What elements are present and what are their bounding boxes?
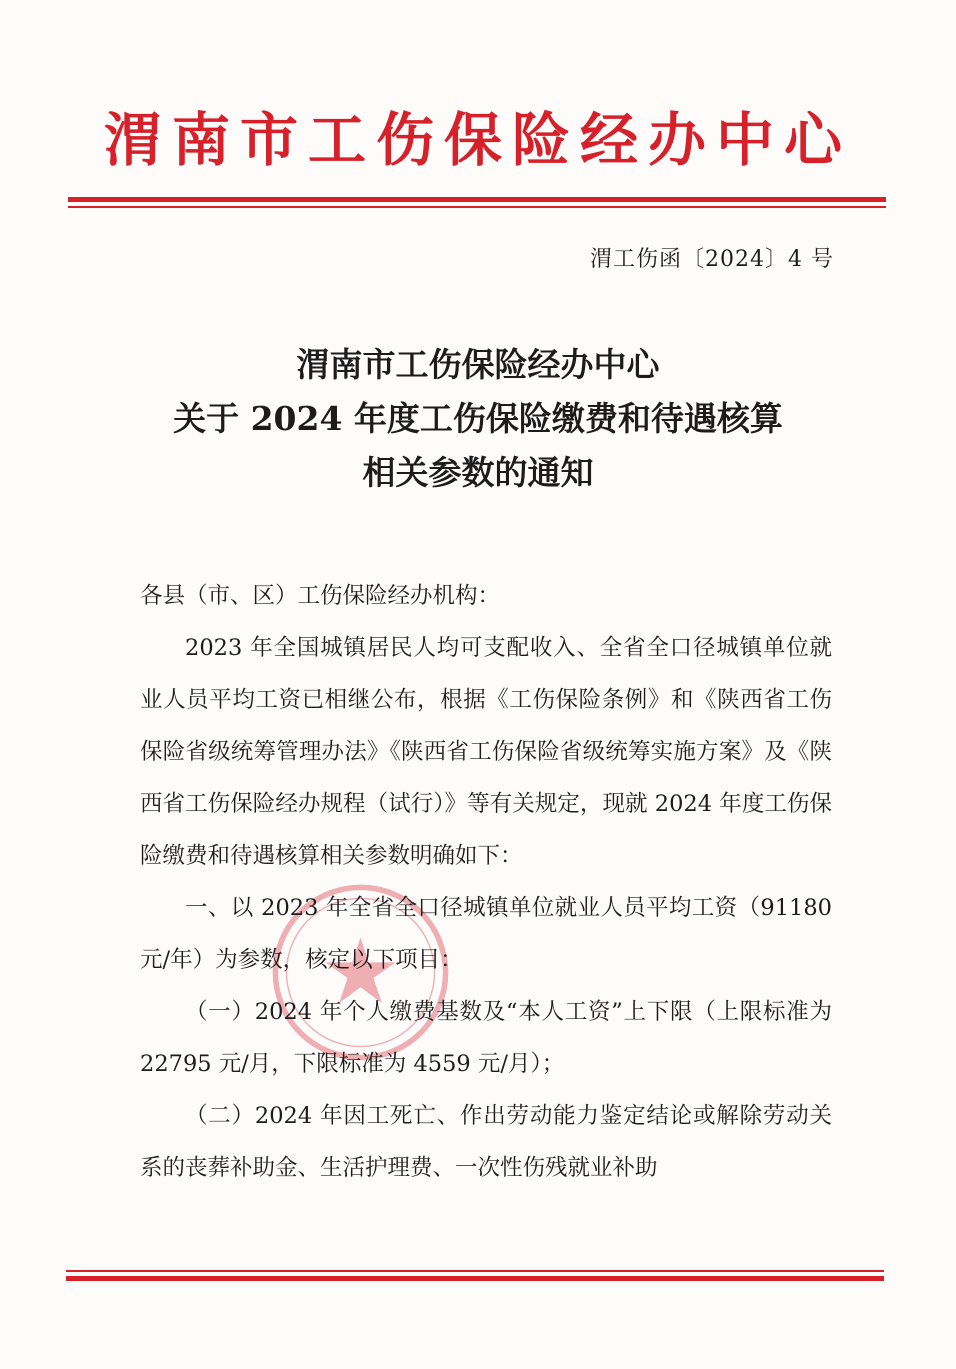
paragraph-section-1: 一、以 2023 年全省全口径城镇单位就业人员平均工资（91180 元/年）为参数，核定以下项目： xyxy=(140,895,832,973)
footer-rule-thick xyxy=(66,1276,884,1281)
title-line-3: 相关参数的通知 xyxy=(362,453,594,492)
letterhead-rule-thick xyxy=(68,197,886,202)
title-line-1: 渭南市工伤保险经办中心 xyxy=(296,345,660,384)
letterhead-rule-thin xyxy=(68,206,886,208)
list-item-2: （二）2024 年因工死亡、作出劳动能力鉴定结论或解除劳动关系的丧葬补助金、生活护理费、一次性伤残就业补助 xyxy=(140,1103,832,1181)
paragraph-intro: 2023 年全国城镇居民人均可支配收入、全省全口径城镇单位就业人员平均工资已相继公布，根据《工伤保险条例》和《陕西省工伤保险省级统筹管理办法》《陕西省工伤保险省级统筹实施方案》及《陕西省工伤保险经办规程（试行）》等有关规定，现就 2024 年度工伤保险缴费和待遇核算相关参数明确如下： xyxy=(140,635,832,869)
document-title xyxy=(0,338,956,500)
document-body xyxy=(140,570,832,1194)
letterhead-title: 渭南市工伤保险经办中心 xyxy=(103,106,852,174)
salutation: 各县（市、区）工伤保险经办机构： xyxy=(140,583,501,609)
list-item-1: （一）2024 年个人缴费基数及“本人工资”上下限（上限标准为 22795 元/月，下限标准为 4559 元/月）； xyxy=(140,999,832,1077)
document-number: 渭工伤函〔2024〕4 号 xyxy=(590,247,834,272)
title-line-2: 关于 2024 年度工伤保险缴费和待遇核算 xyxy=(173,399,783,438)
footer-rule-thin xyxy=(66,1270,884,1272)
